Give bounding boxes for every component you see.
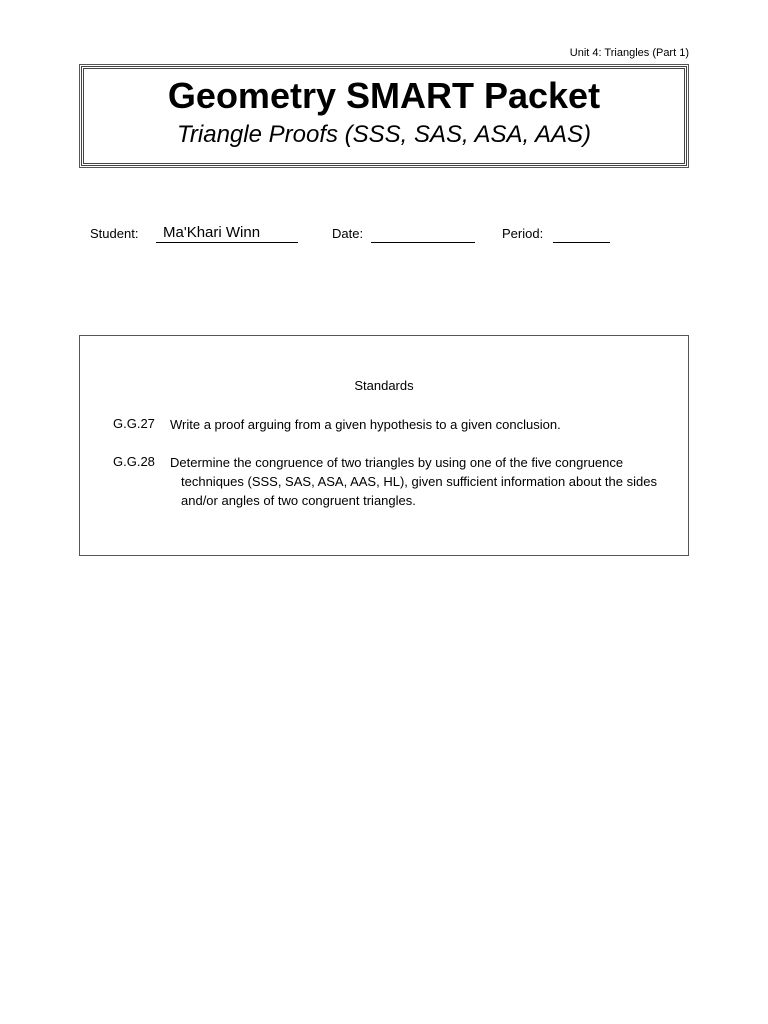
title-box bbox=[81, 66, 687, 166]
date-field[interactable] bbox=[371, 242, 475, 243]
period-field[interactable] bbox=[553, 242, 610, 243]
page-subtitle: Triangle Proofs (SSS, SAS, ASA, AAS) bbox=[177, 121, 591, 148]
date-label: Date: bbox=[332, 226, 364, 241]
standard-line: Determine the congruence of two triangles by using one of the five congruence bbox=[170, 455, 624, 470]
unit-label: Unit 4: Triangles (Part 1) bbox=[569, 47, 689, 59]
student-field[interactable] bbox=[156, 242, 298, 243]
student-value[interactable]: Ma'Khari Winn bbox=[163, 224, 261, 241]
standard-line: techniques (SSS, SAS, ASA, AAS, HL), given sufficient information about the sides bbox=[181, 474, 657, 489]
standard-description bbox=[170, 415, 561, 434]
standard-code: G.G.27 bbox=[113, 416, 155, 431]
standard-code: G.G.28 bbox=[113, 454, 155, 469]
page-title: Geometry SMART Packet bbox=[167, 75, 601, 116]
student-label: Student: bbox=[90, 226, 139, 241]
standard-line: Write a proof arguing from a given hypothesis to a given conclusion. bbox=[170, 417, 561, 432]
standard-line: and/or angles of two congruent triangles. bbox=[181, 493, 416, 508]
period-label: Period: bbox=[502, 226, 544, 241]
standards-box bbox=[79, 335, 689, 556]
standards-heading: Standards bbox=[354, 378, 414, 393]
standard-description bbox=[170, 453, 657, 510]
